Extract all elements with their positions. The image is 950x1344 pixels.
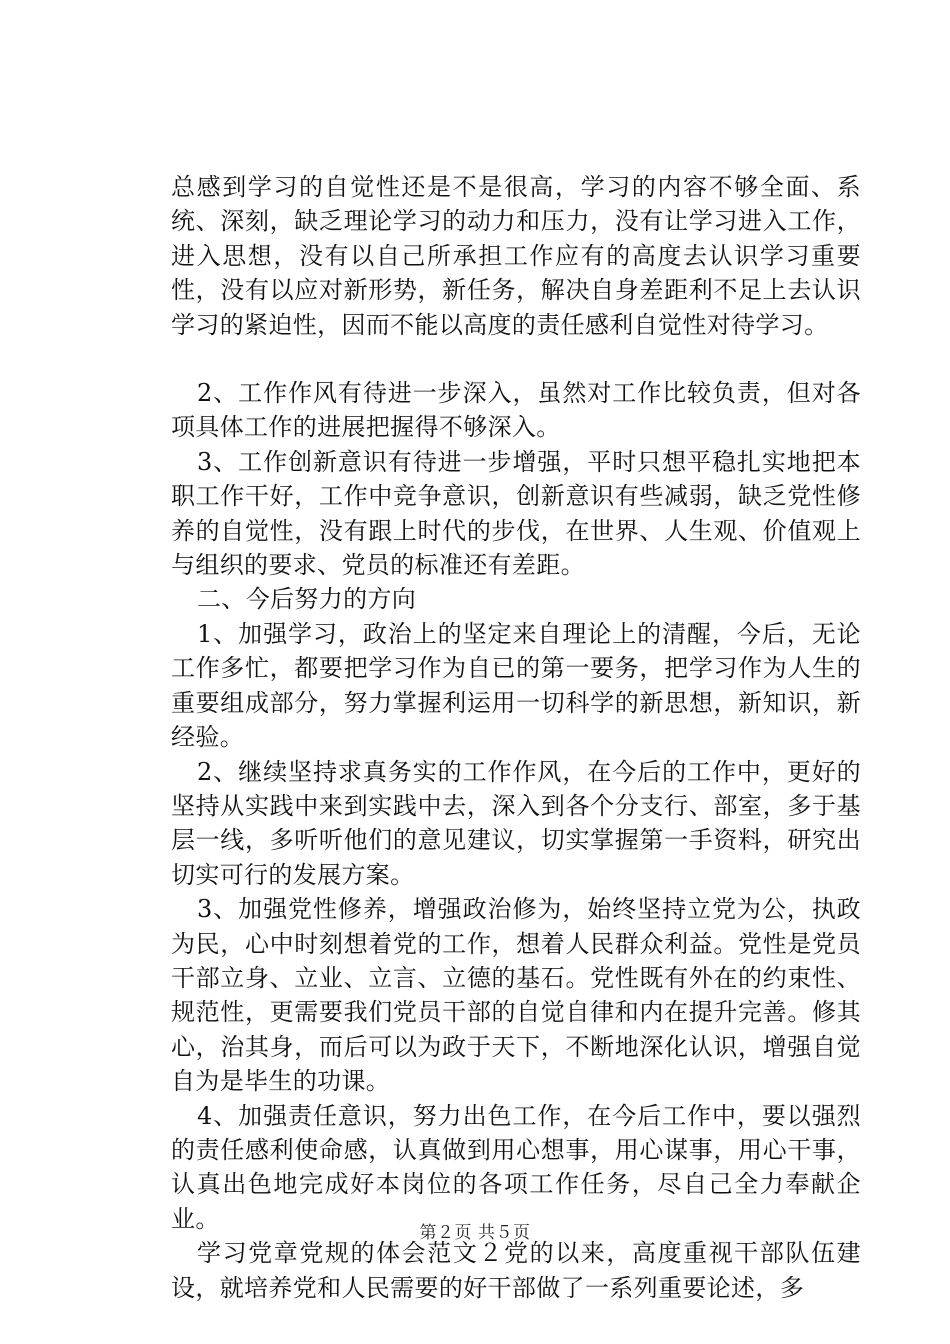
page-number-footer: 第２页 共５页 bbox=[419, 1223, 531, 1243]
paragraph-innovation: 3、工作创新意识有待进一步增强，平时只想平稳扎实地把本职工作干好，工作中竞争意识，创新意识有些减弱，缺乏党性修养的自觉性，没有跟上时代的步伐，在世界、人生观、价值观上与组织的要求、党员的标准还有差距。 bbox=[171, 447, 861, 580]
paragraph-work-style: 2、工作作风有待进一步深入，虽然对工作比较负责，但对各项具体工作的进展把握得不够深入。 bbox=[171, 379, 861, 442]
document-body bbox=[171, 170, 861, 1305]
paragraph-learning-awareness: 总感到学习的自觉性还是不是很高，学习的内容不够全面、系统、深刻，缺乏理论学习的动力和压力，没有让学习进入工作，进入思想，没有以自己所承担工作应有的高度去认识学习重要性，没有以应对新形势，新任务，解决自身差距利不足上去认识学习的紧迫性，因而不能以高度的责任感利自觉性对待学习。 bbox=[171, 173, 861, 339]
paragraph-sample-essay-2: 学习党章党规的体会范文２党的以来，高度重视干部队伍建设，就培养党和人民需要的好干部做了一系列重要论述，多 bbox=[171, 1239, 861, 1302]
paragraph-strengthen-learning: 1、加强学习，政治上的坚定来自理论上的清醒，今后，无论工作多忙，都要把学习作为自已的第一要务，把学习作为人生的重要组成部分，努力掌握利运用一切科学的新思想，新知识，新经验。 bbox=[171, 619, 861, 752]
paragraph-practical-work-style: 2、继续坚持求真务实的工作作风，在今后的工作中，更好的坚持从实践中来到实践中去，深入到各个分支行、部室，多于基层一线，多听听他们的意见建议，切实掌握第一手资料，研究出切实可行的发展方案。 bbox=[171, 757, 861, 889]
paragraph-party-spirit: 3、加强党性修养，增强政治修为，始终坚持立党为公，执政为民，心中时刻想着党的工作，想着人民群众利益。党性是党员干部立身、立业、立言、立德的基石。党性既有外在的约束性、规范性，更需要我们党员干部的自觉自律和内在提升完善。修其心，治其身，而后可以为政于天下，不断地深化认识，增强自觉自为是毕生的功课。 bbox=[171, 895, 861, 1096]
section-heading-future-direction: 二、今后努力的方向 bbox=[197, 585, 417, 614]
paragraph-responsibility: 4、加强责任意识，努力出色工作，在今后工作中，要以强烈的责任感利使命感，认真做到用心想事，用心谋事，用心干事，认真出色地完成好本岗位的各项工作任务，尽自己全力奉献企业。 bbox=[171, 1101, 861, 1233]
